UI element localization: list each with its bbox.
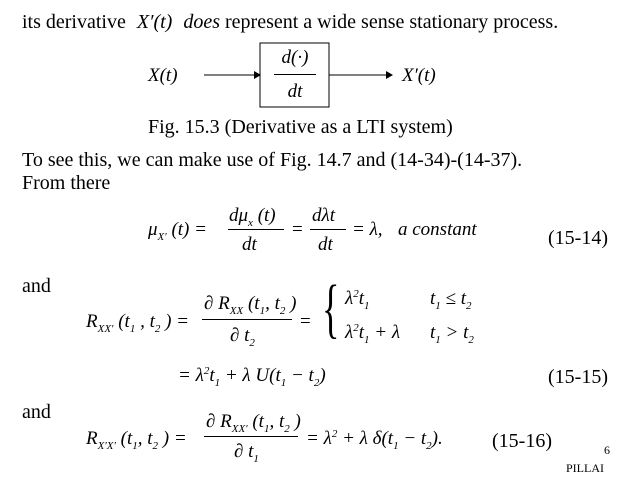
eq2-brace: { <box>322 272 340 345</box>
author-label: PILLAI <box>566 461 604 475</box>
box-numerator: d(·) <box>281 47 309 68</box>
eq3-number: (15-16) <box>492 430 552 452</box>
eq1-number: (15-14) <box>548 227 608 249</box>
eq3-frac-den: ∂ $t_1$ <box>234 441 259 465</box>
eq3-lhs: $R_{X'X'}$ ($t_1$, $t_2$ ) = <box>86 428 187 452</box>
intro-prefix: its derivative <box>22 11 126 33</box>
and-label-1: and <box>22 275 51 297</box>
eq3-rhs: = $\lambda^2 + \lambda$ $\delta(t_1 - t_2)$. <box>306 428 443 452</box>
eq1-frac1-bar <box>228 229 284 230</box>
eq2-case1: $\lambda^2t_1$ <box>345 288 370 312</box>
eq1-note: a constant <box>398 219 477 240</box>
eq2-frac-den: ∂ $t_2$ <box>230 325 255 349</box>
box-denominator: dt <box>287 81 303 102</box>
eq2-lhs: $R_{XX'}$ ($t_1$ , $t_2$ ) = <box>86 311 190 335</box>
eq1-equals: = <box>292 219 303 240</box>
eq2-frac-num: ∂ $R_{XX}$ ($t_1$, $t_2$ ) <box>204 293 297 317</box>
eq2-number: (15-15) <box>548 366 608 388</box>
eq2-case2-cond: $t_1 > t_2$ <box>430 322 474 346</box>
eq2-frac-bar <box>202 319 292 320</box>
paragraph-line-1: To see this, we can make use of Fig. 14.7 and (14-34)-(14-37). <box>22 149 523 171</box>
diagram-output-label: X′(t) <box>402 65 436 86</box>
box-fraction-bar <box>274 74 316 75</box>
eq2-case2: $\lambda^2t_1 + \lambda$ <box>345 322 401 346</box>
eq1-frac1-num: $d\mu_x$ (t) <box>229 205 276 229</box>
eq2-result: = $\lambda^2t_1 + \lambda$ $U(t_1 - t_2)$ <box>178 365 326 389</box>
eq1-lhs: $\mu_{X'}$ (t) = <box>148 219 207 243</box>
does-word: does <box>183 11 220 33</box>
eq1-frac2-num: dλt <box>312 205 336 226</box>
eq3-frac-bar <box>204 436 298 437</box>
eq3-frac-num: ∂ $R_{XX'}$ ($t_1$, $t_2$ ) <box>206 411 301 435</box>
intro-rest: represent a wide sense stationary process. <box>225 11 559 33</box>
and-label-2: and <box>22 401 51 423</box>
eq1-frac1-den: dt <box>242 234 257 255</box>
eq1-result: = λ, <box>352 219 383 240</box>
derivative-var: X′(t) <box>136 11 173 33</box>
eq1-frac2-bar <box>310 229 346 230</box>
eq2-case1-cond: $t_1 \le t_2$ <box>430 288 472 312</box>
paragraph-line-2: From there <box>22 172 111 194</box>
page-number: 6 <box>604 443 610 457</box>
figure-caption: Fig. 15.3 (Derivative as a LTI system) <box>148 116 453 138</box>
eq2-equals: = <box>300 311 311 332</box>
diagram-input-label: X(t) <box>148 65 178 86</box>
eq1-frac2-den: dt <box>318 234 333 255</box>
